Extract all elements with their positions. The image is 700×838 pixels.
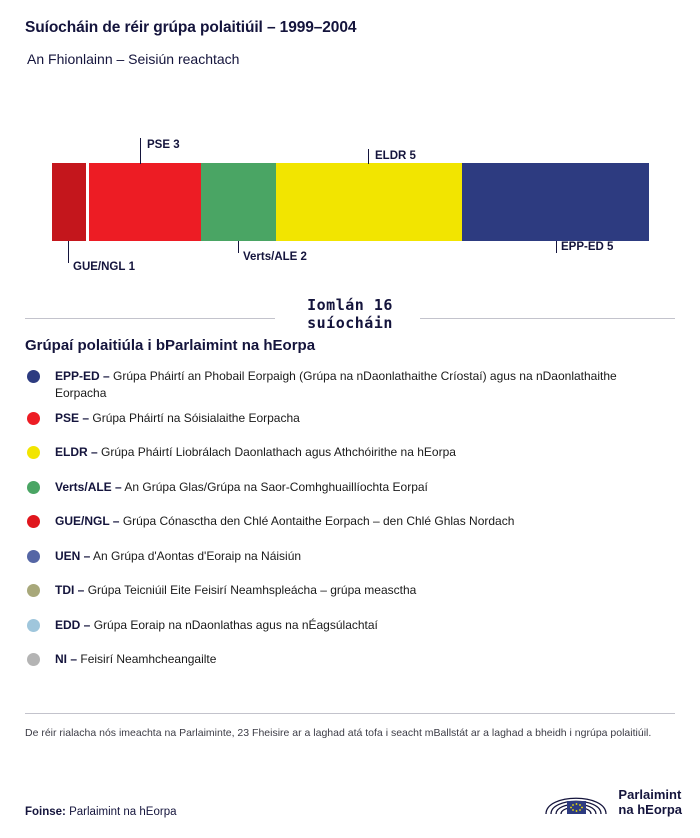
bar-segment-pse xyxy=(89,163,201,241)
legend-abbr: EDD – xyxy=(55,617,91,632)
bar-label-epp-ed: EPP-ED 5 xyxy=(561,241,614,253)
legend-abbr: EPP-ED – xyxy=(55,369,110,383)
list-item xyxy=(25,444,665,470)
bar-segment-epp-ed xyxy=(462,163,649,241)
legend-desc: Grúpa Pháirtí Liobrálach Daonlathach agus Athchóirithe na hEorpa xyxy=(101,445,456,459)
legend-color-swatch-verts-ale xyxy=(27,481,40,494)
bar-label-pse: PSE 3 xyxy=(147,139,180,151)
legend-color-swatch-uen xyxy=(27,550,40,563)
label-tick-pse xyxy=(140,138,141,164)
parliament-hemicycle-icon xyxy=(543,781,609,822)
total-seats-count: Iomlán 16 xyxy=(307,296,393,314)
list-item xyxy=(25,617,665,643)
legend-abbr: GUE/NGL – xyxy=(55,514,120,528)
legend-color-swatch-pse xyxy=(27,412,40,425)
legend-color-swatch-ni xyxy=(27,653,40,666)
logo-text xyxy=(618,787,682,817)
page-subtitle: An Fhionlainn – Seisiún reachtach xyxy=(27,51,240,67)
label-tick-epp-ed xyxy=(556,241,557,253)
bar-segment-verts-ale xyxy=(201,163,276,241)
list-item xyxy=(25,582,665,608)
page-title: Suíocháin de réir grúpa polaitiúil – 1999–2004 xyxy=(25,19,357,36)
legend-desc: An Grúpa d'Aontas d'Eoraip na Náisiún xyxy=(93,548,302,563)
total-seats xyxy=(0,296,700,332)
legend-desc: Grúpa Pháirtí an Phobail Eorpaigh (Grúpa na nDaonlathaithe Críostaí) agus na nDaonlathaithe Eorpacha xyxy=(55,369,617,400)
logo-line-2: na hEorpa xyxy=(618,801,682,817)
legend-list xyxy=(25,368,665,686)
list-item xyxy=(25,479,665,505)
bar-label-gue-ngl: GUE/NGL 1 xyxy=(73,261,135,273)
legend-color-swatch-eldr xyxy=(27,446,40,459)
label-tick-eldr xyxy=(368,149,369,164)
legend-abbr: ELDR – xyxy=(55,445,98,459)
list-item xyxy=(25,410,665,436)
list-item xyxy=(25,548,665,574)
list-item xyxy=(25,651,665,677)
logo-line-1: Parlaimint xyxy=(618,786,682,802)
legend-title: Grúpaí polaitiúla i bParlaimint na hEorpa xyxy=(25,337,316,354)
legend-abbr: Verts/ALE – xyxy=(55,479,122,494)
legend-desc: An Grúpa Glas/Grúpa na Saor-Comhghuaillíochta Eorpaí xyxy=(124,479,428,494)
source-value: Parlaimint na hEorpa xyxy=(69,806,177,818)
list-item xyxy=(25,513,665,539)
list-item xyxy=(25,368,665,401)
european-parliament-logo xyxy=(543,781,682,822)
bar-label-eldr: ELDR 5 xyxy=(375,150,416,162)
footer-divider xyxy=(25,713,675,714)
legend-desc: Grúpa Teicniúil Eite Feisirí Neamhspleácha – grúpa measctha xyxy=(87,583,417,597)
legend-abbr: TDI – xyxy=(55,583,85,597)
total-seats-unit: suíocháin xyxy=(307,314,393,332)
legend-color-swatch-epp-ed xyxy=(27,370,40,383)
legend-abbr: UEN – xyxy=(55,548,91,563)
bar-segment-gue-ngl xyxy=(52,163,86,241)
legend-color-swatch-edd xyxy=(27,619,40,632)
footnote-text: De réir rialacha nós imeachta na Parlaiminte, 23 Fheisire ar a laghad atá tofa i seacht mBallstát ar a laghad a bheidh i ngrúpa polaitiúil. xyxy=(25,727,652,739)
seats-stacked-bar-chart xyxy=(52,163,649,241)
legend-color-swatch-gue-ngl xyxy=(27,515,40,528)
label-tick-gue-ngl xyxy=(68,241,69,263)
legend-color-swatch-tdi xyxy=(27,584,40,597)
label-tick-verts-ale xyxy=(238,241,239,253)
bar-segment-eldr xyxy=(276,163,462,241)
legend-desc: Grúpa Eoraip na nDaonlathas agus na nÉagsúlachtaí xyxy=(93,617,378,632)
source-line xyxy=(25,806,177,818)
legend-abbr: NI – xyxy=(55,652,78,666)
legend-desc: Grúpa Cónasctha den Chlé Aontaithe Eorpach – den Chlé Ghlas Nordach xyxy=(122,514,515,528)
legend-desc: Grúpa Pháirtí na Sóisialaithe Eorpacha xyxy=(92,410,300,425)
bar-label-verts-ale: Verts/ALE 2 xyxy=(243,251,307,263)
legend-abbr: PSE – xyxy=(55,410,90,425)
legend-desc: Feisirí Neamhcheangailte xyxy=(80,652,217,666)
source-label: Foinse: xyxy=(25,806,66,818)
